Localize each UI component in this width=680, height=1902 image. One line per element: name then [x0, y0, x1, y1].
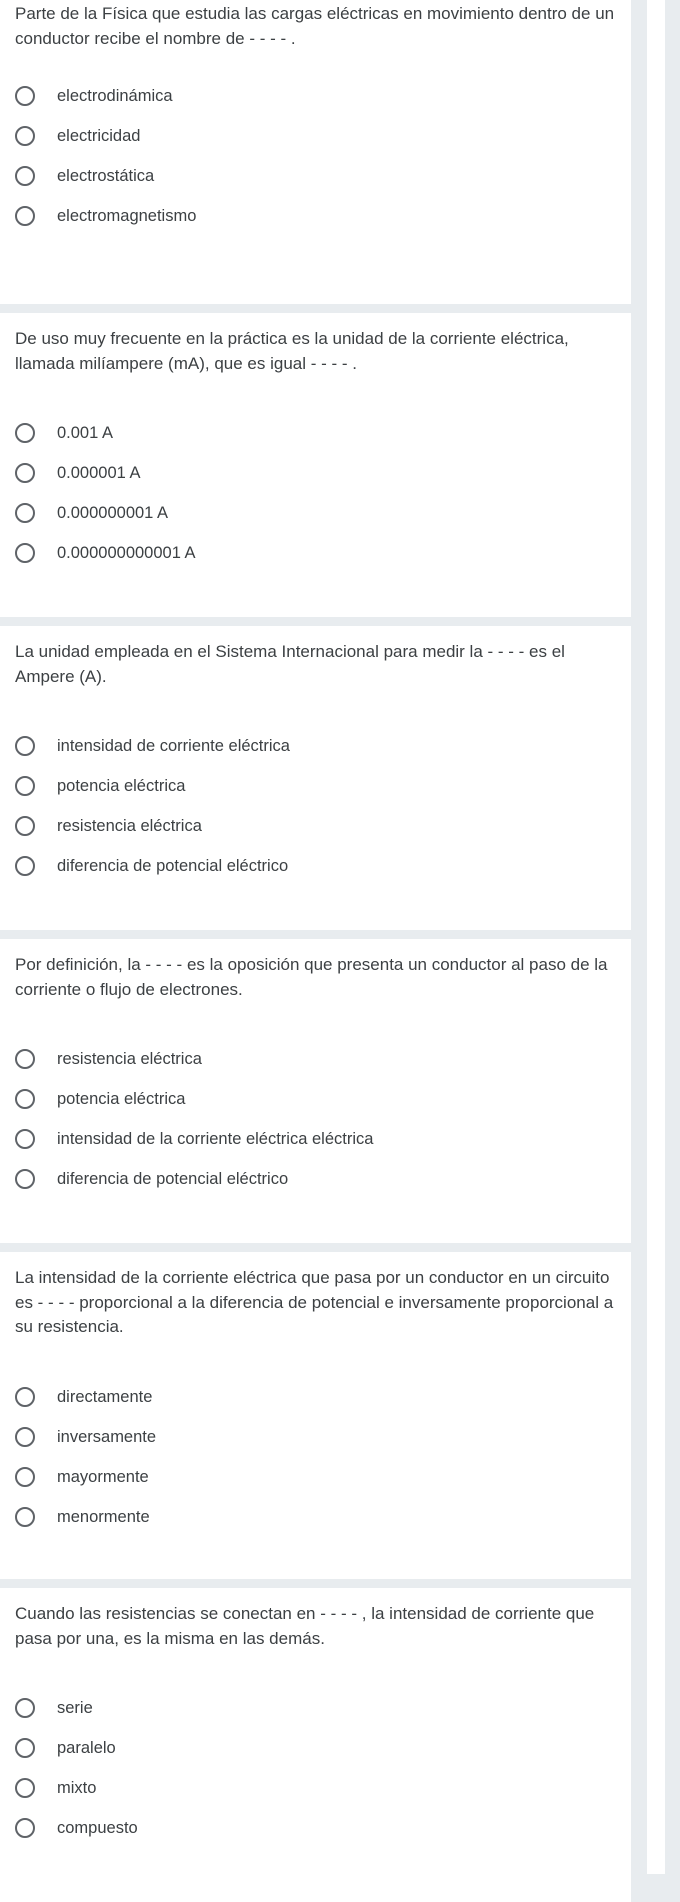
option-mayormente[interactable] [15, 1457, 616, 1497]
question-card-6 [0, 1588, 631, 1902]
option-label: resistencia eléctrica [57, 1049, 202, 1068]
radio-button[interactable] [15, 776, 35, 796]
option-diferencia-potencial[interactable] [15, 1159, 616, 1199]
option-intensidad-corriente[interactable] [15, 1119, 616, 1159]
option-intensidad-corriente[interactable] [15, 726, 616, 766]
question-card-5 [0, 1252, 631, 1579]
option-electromagnetismo[interactable] [15, 196, 616, 236]
option-menormente[interactable] [15, 1497, 616, 1537]
question-card-2 [0, 313, 631, 617]
radio-button[interactable] [15, 126, 35, 146]
option-mixto[interactable] [15, 1768, 616, 1808]
radio-button[interactable] [15, 503, 35, 523]
radio-button[interactable] [15, 1387, 35, 1407]
option-0-000000001-a[interactable] [15, 493, 616, 533]
radio-button[interactable] [15, 1169, 35, 1189]
options-list [15, 1039, 616, 1199]
option-label: potencia eléctrica [57, 776, 186, 795]
option-label: serie [57, 1698, 93, 1717]
option-label: compuesto [57, 1818, 138, 1837]
question-card-3 [0, 626, 631, 930]
option-resistencia-electrica[interactable] [15, 806, 616, 846]
radio-button[interactable] [15, 736, 35, 756]
question-text: Parte de la Física que estudia las cargas eléctricas en movimiento dentro de un conductor recibe el nombre de - - - - . [15, 4, 615, 48]
options-list [15, 413, 616, 573]
option-potencia-electrica[interactable] [15, 766, 616, 806]
option-diferencia-potencial[interactable] [15, 846, 616, 886]
radio-button[interactable] [15, 1049, 35, 1069]
radio-button[interactable] [15, 856, 35, 876]
option-label: diferencia de potencial eléctrico [57, 1169, 289, 1188]
option-label: paralelo [57, 1738, 116, 1757]
option-0-000001-a[interactable] [15, 453, 616, 493]
question-text: Por definición, la - - - - es la oposición que presenta un conductor al paso de la corriente o flujo de electrones. [15, 955, 608, 999]
option-electrostatica[interactable] [15, 156, 616, 196]
radio-button[interactable] [15, 1738, 35, 1758]
question-card-1 [0, 0, 631, 304]
option-paralelo[interactable] [15, 1728, 616, 1768]
radio-button[interactable] [15, 463, 35, 483]
option-0-001-a[interactable] [15, 413, 616, 453]
question-text: Cuando las resistencias se conectan en - - - - , la intensidad de corriente que pasa por una, es la misma en las demás. [15, 1604, 595, 1648]
option-label: 0.000000000001 A [57, 543, 196, 562]
radio-button[interactable] [15, 166, 35, 186]
option-label: electricidad [57, 126, 141, 145]
option-electrodinamica[interactable] [15, 76, 616, 116]
option-label: electrostática [57, 166, 155, 185]
question-text: La unidad empleada en el Sistema Internacional para medir la - - - - es el Ampere (A). [15, 642, 565, 686]
option-label: menormente [57, 1507, 150, 1526]
option-label: directamente [57, 1387, 153, 1406]
radio-button[interactable] [15, 423, 35, 443]
option-label: electromagnetismo [57, 206, 197, 225]
radio-button[interactable] [15, 1467, 35, 1487]
option-label: intensidad de la corriente eléctrica eléctrica [57, 1129, 374, 1148]
options-list [15, 1688, 616, 1848]
option-label: electrodinámica [57, 86, 173, 105]
radio-button[interactable] [15, 1778, 35, 1798]
scrollbar-track[interactable] [647, 0, 680, 1874]
options-list [15, 76, 616, 236]
option-serie[interactable] [15, 1688, 616, 1728]
radio-button[interactable] [15, 1818, 35, 1838]
option-label: potencia eléctrica [57, 1089, 186, 1108]
options-list [15, 1377, 616, 1537]
option-potencia-electrica[interactable] [15, 1079, 616, 1119]
radio-button[interactable] [15, 816, 35, 836]
options-list [15, 726, 616, 886]
radio-button[interactable] [15, 543, 35, 563]
option-0-000000000001-a[interactable] [15, 533, 616, 573]
option-label: mixto [57, 1778, 97, 1797]
option-directamente[interactable] [15, 1377, 616, 1417]
option-label: inversamente [57, 1427, 157, 1446]
option-resistencia-electrica[interactable] [15, 1039, 616, 1079]
radio-button[interactable] [15, 1427, 35, 1447]
radio-button[interactable] [15, 206, 35, 226]
option-label: diferencia de potencial eléctrico [57, 856, 289, 875]
option-inversamente[interactable] [15, 1417, 616, 1457]
question-text: La intensidad de la corriente eléctrica que pasa por un conductor en un circuito es - - - - proporcional a la diferencia de potencial e inversamente proporcional a su resistencia. [15, 1268, 614, 1336]
radio-button[interactable] [15, 1089, 35, 1109]
option-compuesto[interactable] [15, 1808, 616, 1848]
option-label: resistencia eléctrica [57, 816, 202, 835]
radio-button[interactable] [15, 1129, 35, 1149]
radio-button[interactable] [15, 1698, 35, 1718]
radio-button[interactable] [15, 1507, 35, 1527]
question-card-4 [0, 939, 631, 1243]
option-label: 0.000001 A [57, 463, 141, 482]
option-electricidad[interactable] [15, 116, 616, 156]
radio-button[interactable] [15, 86, 35, 106]
option-label: mayormente [57, 1467, 149, 1486]
question-text: De uso muy frecuente en la práctica es la unidad de la corriente eléctrica, llamada milíampere (mA), que es igual - - - - . [15, 329, 569, 373]
option-label: 0.000000001 A [57, 503, 169, 522]
option-label: 0.001 A [57, 423, 113, 442]
option-label: intensidad de corriente eléctrica [57, 736, 290, 755]
